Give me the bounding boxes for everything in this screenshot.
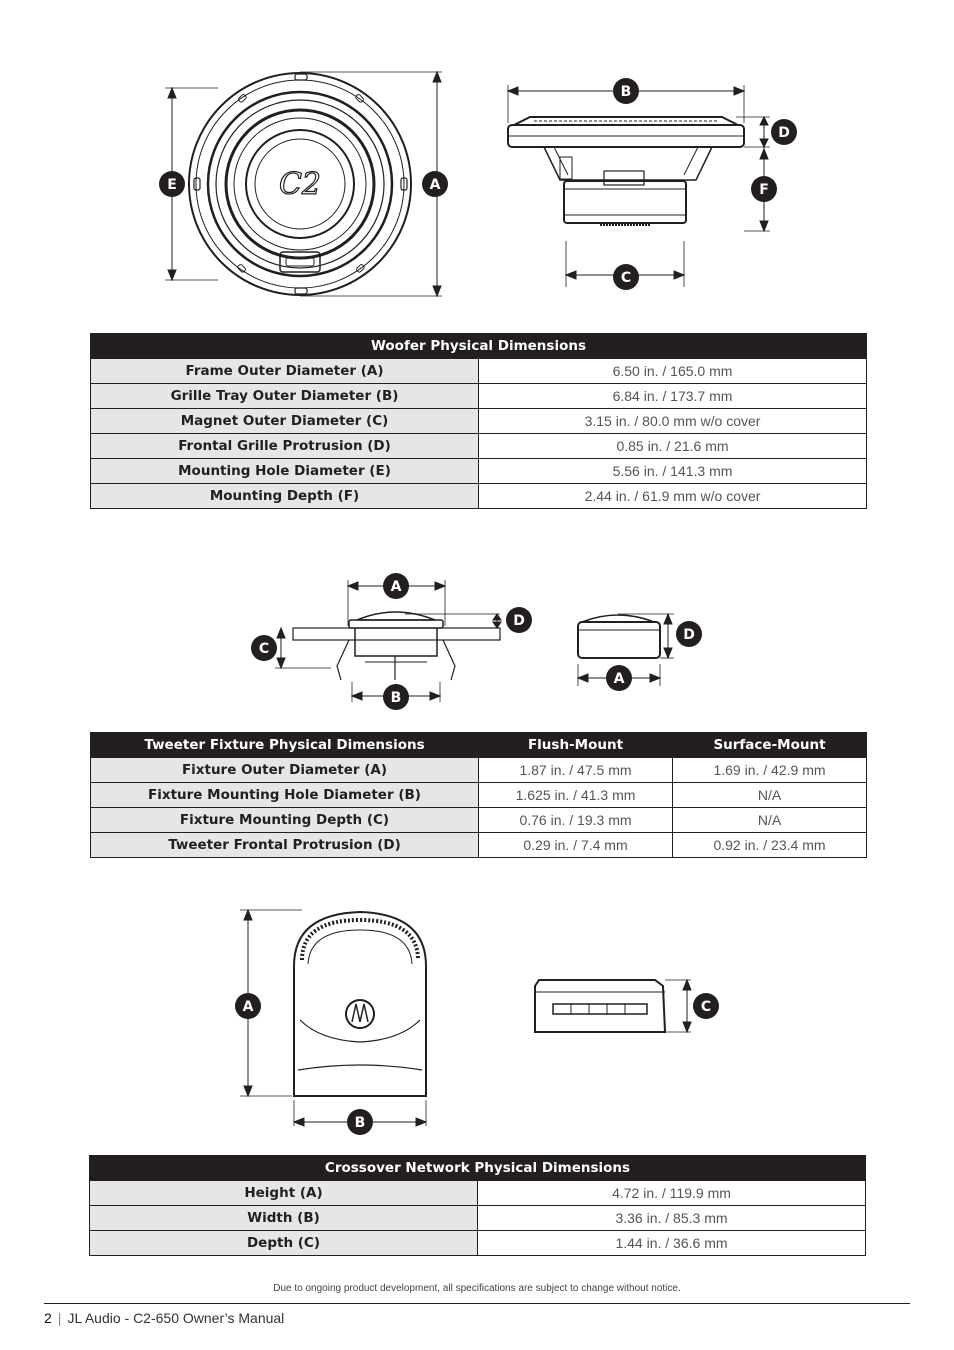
row-value-surface: 1.69 in. / 42.9 mm (673, 758, 867, 783)
svg-text:C: C (258, 641, 270, 657)
woofer-badge-b (613, 78, 639, 104)
row-value: 0.85 in. / 21.6 mm (479, 434, 867, 459)
row-value-surface: 0.92 in. / 23.4 mm (673, 833, 867, 858)
row-label: Fixture Mounting Depth (C) (91, 808, 479, 833)
crossover-badge-a (235, 993, 261, 1019)
table-header: Woofer Physical Dimensions (91, 334, 867, 359)
woofer-badge-f (751, 176, 777, 202)
svg-text:C: C (700, 999, 712, 1015)
page-number: 2 (44, 1310, 52, 1326)
svg-text:A: A (613, 671, 625, 687)
table-row (91, 758, 867, 783)
row-value-surface: N/A (673, 808, 867, 833)
row-label: Depth (C) (90, 1231, 478, 1256)
row-value-flush: 0.76 in. / 19.3 mm (479, 808, 673, 833)
table-row (91, 359, 867, 384)
column-header-surface-mount: Surface-Mount (673, 733, 867, 758)
woofer-front-diagram (150, 60, 460, 310)
disclaimer-text: Due to ongoing product development, all specifications are subject to change without notice. (273, 1283, 681, 1294)
table-row (91, 484, 867, 509)
row-label: Width (B) (90, 1206, 478, 1231)
row-label: Frontal Grille Protrusion (D) (91, 434, 479, 459)
svg-text:E: E (167, 177, 177, 193)
svg-text:A: A (242, 999, 254, 1015)
row-value-surface: N/A (673, 783, 867, 808)
row-label: Tweeter Frontal Protrusion (D) (91, 833, 479, 858)
footer-divider (44, 1303, 910, 1304)
table-row (91, 808, 867, 833)
woofer-logo: C2 (278, 167, 322, 202)
crossover-badge-b (347, 1109, 373, 1135)
row-value: 6.84 in. / 173.7 mm (479, 384, 867, 409)
svg-text:B: B (620, 84, 632, 100)
table-row (91, 783, 867, 808)
woofer-badge-d (771, 119, 797, 145)
tweeter-dimensions-table (90, 732, 867, 858)
footer-separator: | (57, 1310, 62, 1326)
row-label: Height (A) (90, 1181, 478, 1206)
table-row (90, 1181, 866, 1206)
table-header: Tweeter Fixture Physical Dimensions (91, 733, 479, 758)
woofer-dimensions-table (90, 333, 867, 509)
row-value-flush: 1.625 in. / 41.3 mm (479, 783, 673, 808)
tweeter-flush-badge-a (383, 573, 409, 599)
table-row (91, 384, 867, 409)
crossover-front-diagram (230, 900, 450, 1140)
tweeter-flush-badge-c (251, 635, 277, 661)
svg-text:D: D (778, 125, 790, 141)
table-row (90, 1206, 866, 1231)
svg-text:B: B (390, 690, 402, 706)
row-value: 2.44 in. / 61.9 mm w/o cover (479, 484, 867, 509)
row-label: Fixture Mounting Hole Diameter (B) (91, 783, 479, 808)
tweeter-surface-badge-d (676, 621, 702, 647)
page-footer (44, 1310, 284, 1326)
crossover-badge-c (693, 993, 719, 1019)
tweeter-flush-badge-b (383, 684, 409, 710)
svg-text:B: B (354, 1115, 366, 1131)
table-row (91, 409, 867, 434)
row-value: 3.15 in. / 80.0 mm w/o cover (479, 409, 867, 434)
tweeter-flush-badge-d (506, 607, 532, 633)
row-label: Fixture Outer Diameter (A) (91, 758, 479, 783)
row-value: 3.36 in. / 85.3 mm (478, 1206, 866, 1231)
svg-text:D: D (513, 613, 525, 629)
table-header: Crossover Network Physical Dimensions (90, 1156, 866, 1181)
row-value: 1.44 in. / 36.6 mm (478, 1231, 866, 1256)
row-label: Mounting Hole Diameter (E) (91, 459, 479, 484)
woofer-badge-c (613, 264, 639, 290)
row-label: Magnet Outer Diameter (C) (91, 409, 479, 434)
table-row (91, 434, 867, 459)
woofer-badge-a (422, 171, 448, 197)
svg-text:F: F (759, 182, 769, 198)
woofer-badge-e (159, 171, 185, 197)
svg-text:C: C (620, 270, 632, 286)
row-value: 5.56 in. / 141.3 mm (479, 459, 867, 484)
crossover-side-diagram (525, 970, 725, 1040)
svg-text:A: A (429, 177, 441, 193)
tweeter-flush-diagram (245, 570, 545, 715)
row-value: 6.50 in. / 165.0 mm (479, 359, 867, 384)
woofer-side-diagram (500, 75, 810, 295)
column-header-flush-mount: Flush-Mount (479, 733, 673, 758)
svg-text:A: A (390, 579, 402, 595)
crossover-dimensions-table (89, 1155, 866, 1256)
svg-text:D: D (683, 627, 695, 643)
manual-title: JL Audio - C2-650 Owner’s Manual (67, 1310, 285, 1326)
row-value-flush: 0.29 in. / 7.4 mm (479, 833, 673, 858)
tweeter-surface-diagram (570, 600, 715, 695)
row-label: Frame Outer Diameter (A) (91, 359, 479, 384)
tweeter-surface-badge-a (606, 665, 632, 691)
row-value: 4.72 in. / 119.9 mm (478, 1181, 866, 1206)
row-label: Mounting Depth (F) (91, 484, 479, 509)
row-value-flush: 1.87 in. / 47.5 mm (479, 758, 673, 783)
table-row (91, 833, 867, 858)
row-label: Grille Tray Outer Diameter (B) (91, 384, 479, 409)
table-row (90, 1231, 866, 1256)
table-row (91, 459, 867, 484)
